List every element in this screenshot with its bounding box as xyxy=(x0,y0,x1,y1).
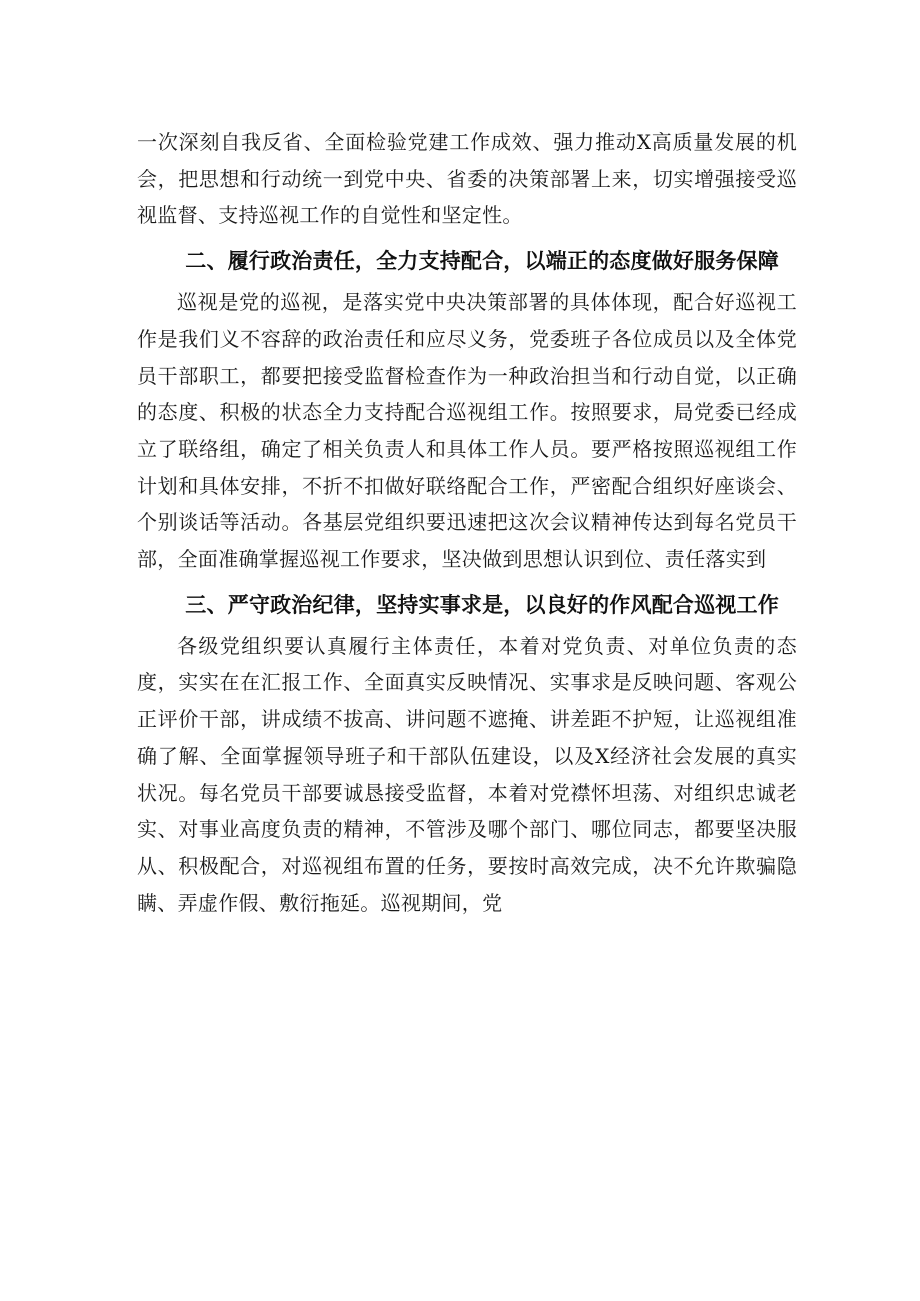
section-heading-3: 三、严守政治纪律，坚持实事求是，以良好的作风配合巡视工作 xyxy=(185,592,779,617)
paragraph-section-2: 巡视是党的巡视，是落实党中央决策部署的具体体现，配合好巡视工作是我们义不容辞的政治责任和应尽义务，党委班子各位成员以及全体党员干部职工，都要把接受监督检查作为一种政治担当和行动自觉，以正确的态度、积极的状态全力支持配合巡视组工作。按照要求，局党委已经成立了联络组，确定了相关负责人和具体工作人员。要严格按照巡视组工作计划和具体安排，不折不扣做好联络配合工作，严密配合组织好座谈会、个别谈话等活动。各基层党组织要迅速把这次会议精神传达到每名党员干部，全面准确掌握巡视工作要求，坚决做到思想认识到位、责任落实到 xyxy=(137,290,797,572)
paragraph-continuation: 一次深刻自我反省、全面检验党建工作成效、强力推动X高质量发展的机会，把思想和行动统一到党中央、省委的决策部署上来，切实增强接受巡视监督、支持巡视工作的自觉性和坚定性。 xyxy=(137,130,797,228)
document-body xyxy=(137,124,797,921)
paragraph-section-3: 各级党组织要认真履行主体责任，本着对党负责、对单位负责的态度，实实在在汇报工作、全面真实反映情况、实事求是反映问题、客观公正评价干部，讲成绩不拔高、讲问题不遮掩、讲差距不护短，让巡视组准确了解、全面掌握领导班子和干部队伍建设，以及X经济社会发展的真实状况。每名党员干部要诚恳接受监督，本着对党襟怀坦荡、对组织忠诚老实、对事业高度负责的精神，不管涉及哪个部门、哪位同志，都要坚决服从、积极配合，对巡视组布置的任务，要按时高效完成，决不允许欺骗隐瞒、弄虚作假、敷衍拖延。巡视期间，党 xyxy=(137,633,797,915)
section-heading-2: 二、履行政治责任，全力支持配合，以端正的态度做好服务保障 xyxy=(185,249,779,274)
